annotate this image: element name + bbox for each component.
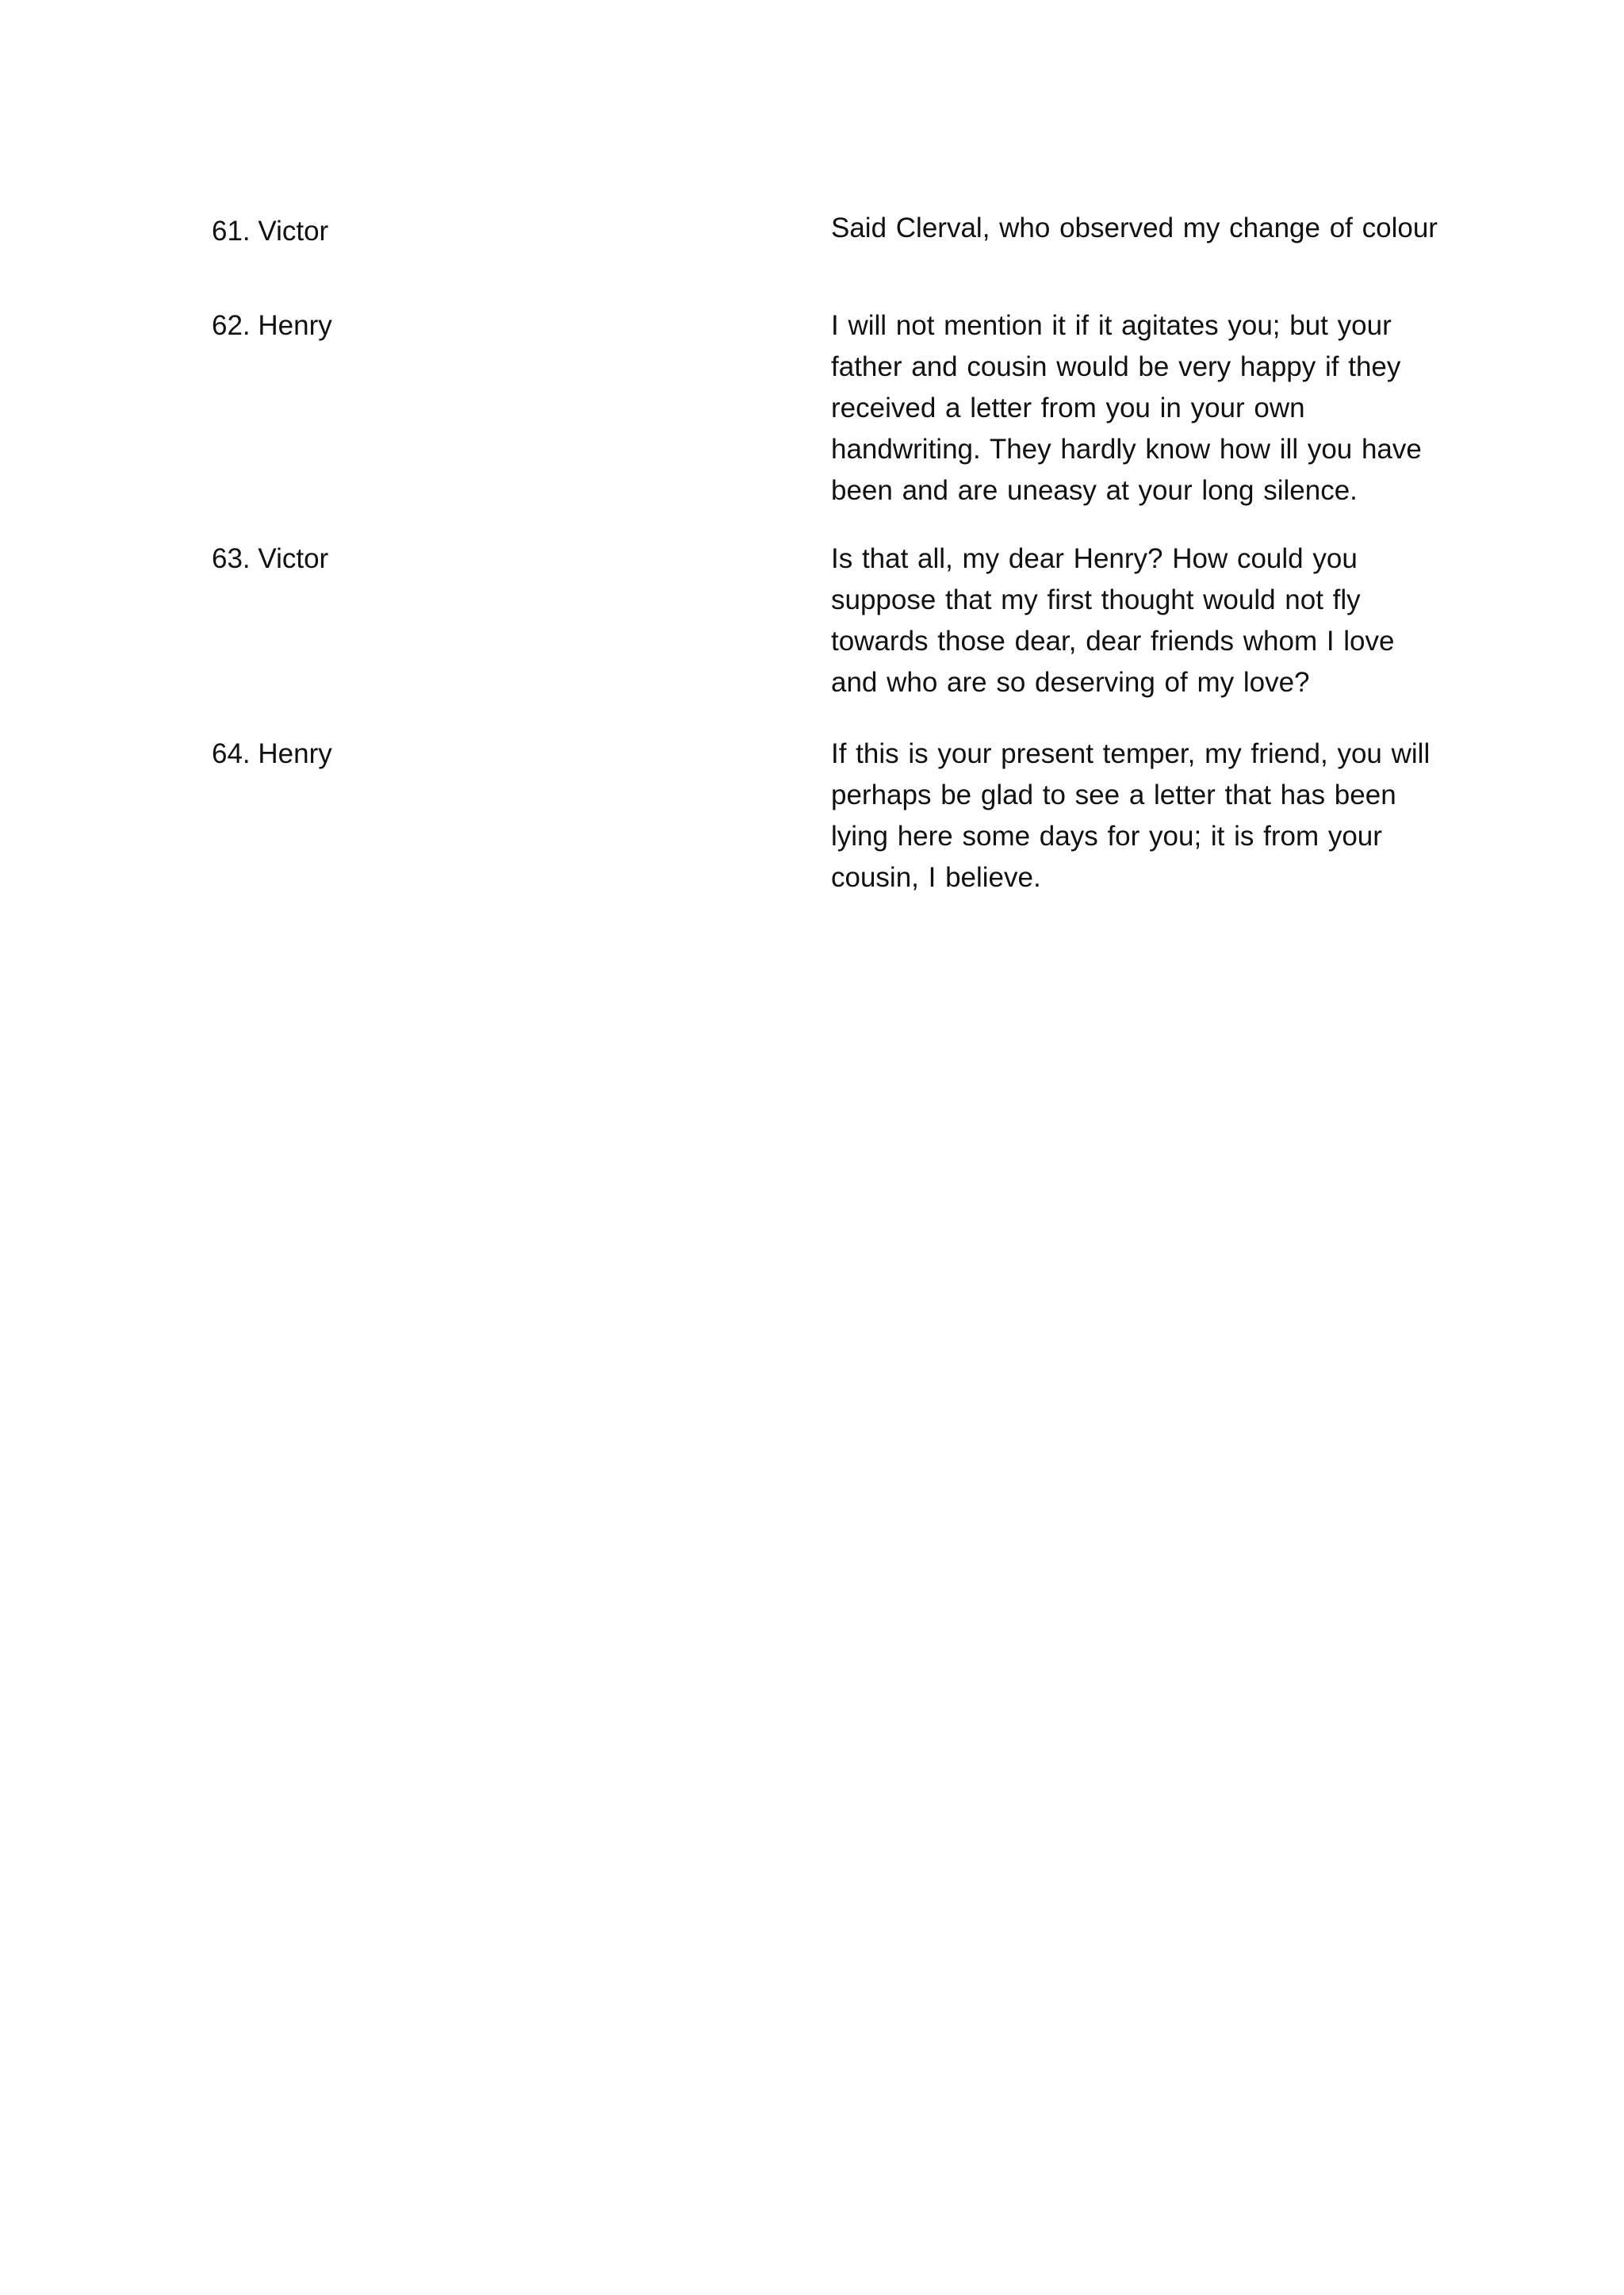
speaker-label: 62. Henry (212, 310, 332, 341)
dialogue-text: I will not mention it if it agitates you; but your father and cousin would be very happy if they received a letter from you in your own handwriting. They hardly know how ill you have been and are uneasy at your long silence. (831, 310, 1422, 506)
dialogue-text: Is that all, my dear Henry? How could you suppose that my first thought would not fly towards those dear, dear friends whom I love and who are so deserving of my love? (831, 543, 1395, 698)
speaker-label: 61. Victor (212, 216, 329, 247)
speaker-label: 64. Henry (212, 738, 332, 769)
dialogue-text: If this is your present temper, my friend, you will perhaps be glad to see a letter that has been lying here some days for you; it is from your cousin, I believe. (831, 738, 1431, 893)
speaker-label: 63. Victor (212, 543, 329, 574)
dialogue-text: Said Clerval, who observed my change of colour (831, 213, 1438, 243)
